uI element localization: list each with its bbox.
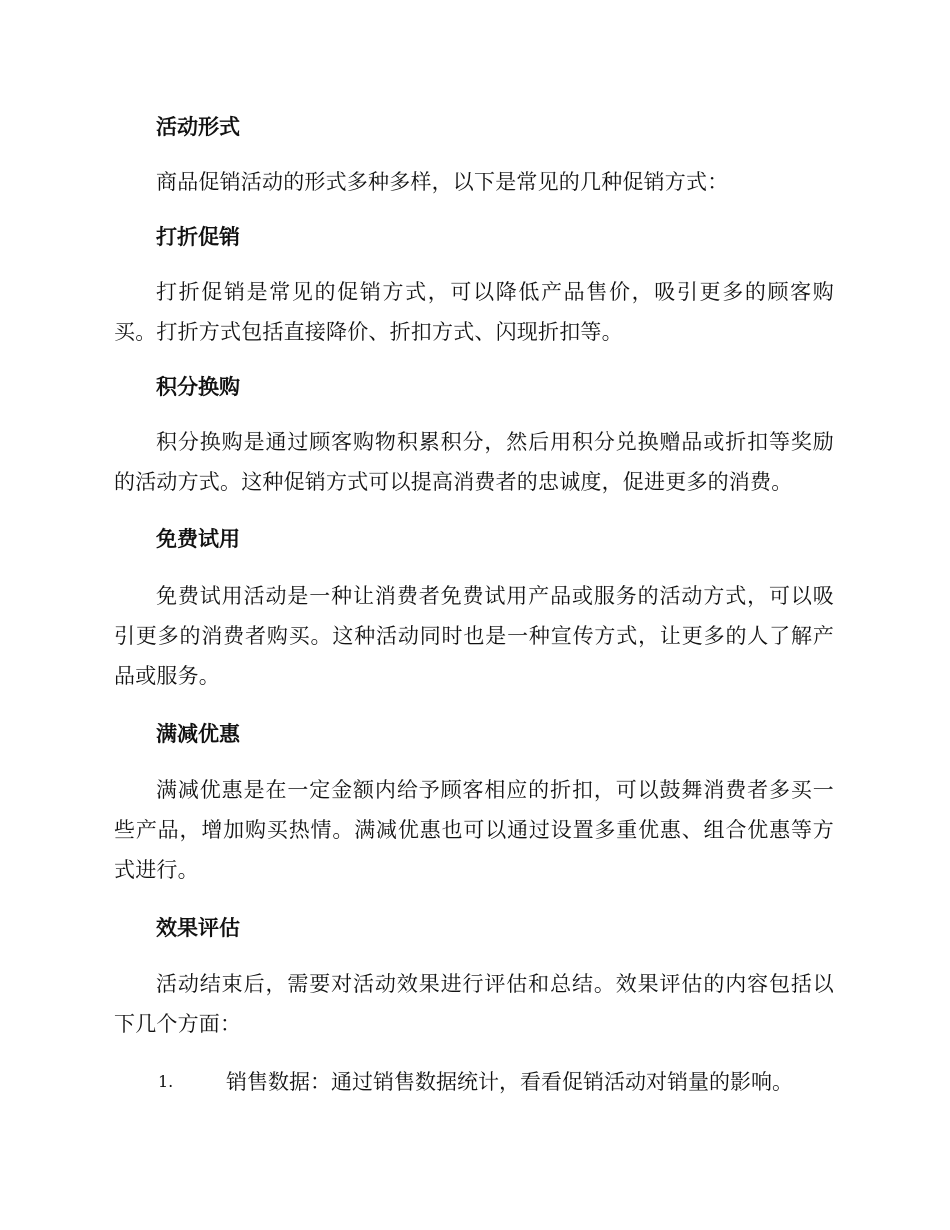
paragraph-activity-forms: 商品促销活动的形式多种多样，以下是常见的几种促销方式： xyxy=(156,170,729,194)
paragraph-full-reduction: 满减优惠是在一定金额内给予顾客相应的折扣，可以鼓舞消费者多买一些产品，增加购买热情。满减优惠也可以通过设置多重优惠、组合优惠等方式进行。 xyxy=(114,778,834,882)
heading-activity-forms: 活动形式 xyxy=(156,115,240,139)
heading-free-trial: 免费试用 xyxy=(156,527,240,551)
heading-full-reduction: 满减优惠 xyxy=(156,722,240,746)
paragraph-effect-evaluation: 活动结束后，需要对活动效果进行评估和总结。效果评估的内容包括以下几个方面： xyxy=(114,972,834,1036)
heading-effect-evaluation: 效果评估 xyxy=(156,916,240,940)
paragraph-free-trial: 免费试用活动是一种让消费者免费试用产品或服务的活动方式，可以吸引更多的消费者购买。这种活动同时也是一种宣传方式，让更多的人了解产品或服务。 xyxy=(114,584,834,688)
paragraph-discount: 打折促销是常见的促销方式，可以降低产品售价，吸引更多的顾客购买。打折方式包括直接降价、折扣方式、闪现折扣等。 xyxy=(114,280,834,344)
heading-points-redeem: 积分换购 xyxy=(156,375,240,399)
list-item-number: 1. xyxy=(158,1072,174,1091)
heading-discount: 打折促销 xyxy=(156,225,240,249)
paragraph-points-redeem: 积分换购是通过顾客购物积累积分，然后用积分兑换赠品或折扣等奖励的活动方式。这种促销方式可以提高消费者的忠诚度，促进更多的消费。 xyxy=(114,430,834,494)
list-item-text: 销售数据：通过销售数据统计，看看促销活动对销量的影响。 xyxy=(226,1070,793,1094)
